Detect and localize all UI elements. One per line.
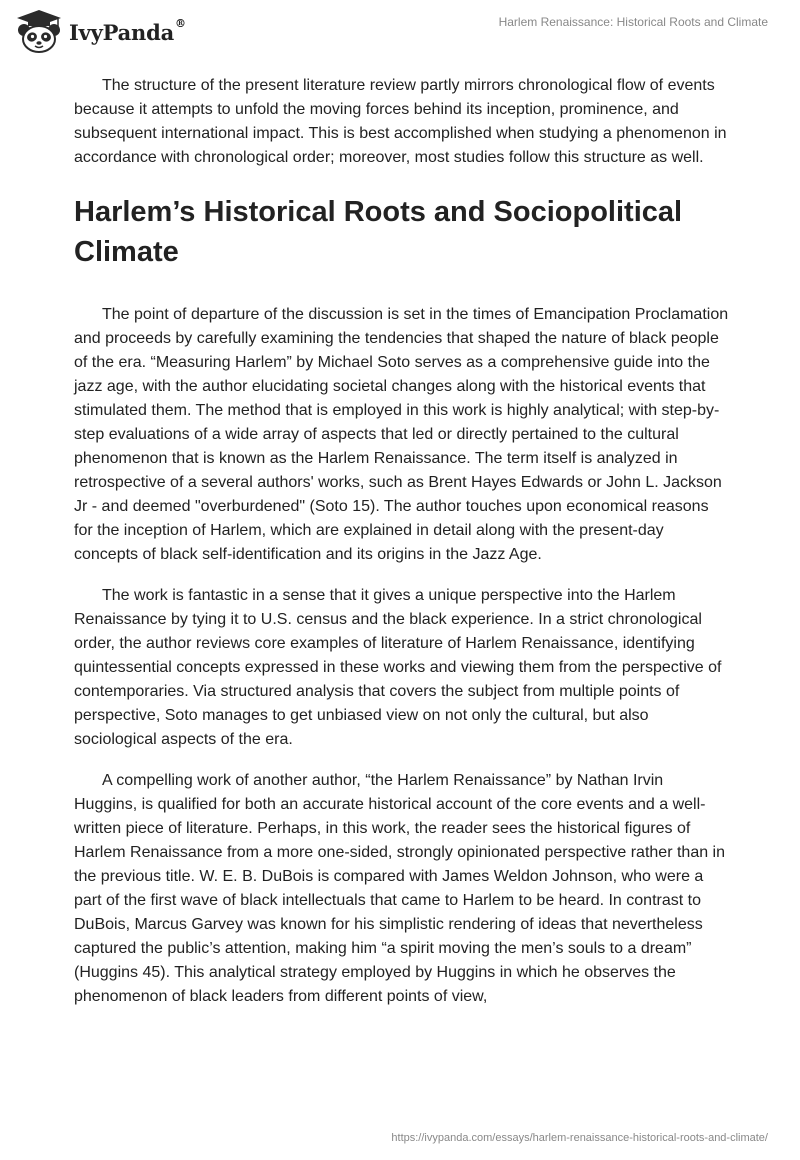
page-header xyxy=(0,0,800,60)
section-heading: Harlem’s Historical Roots and Sociopolitical Climate xyxy=(74,196,683,268)
source-url[interactable]: https://ivypanda.com/essays/harlem-renaissance-historical-roots-and-climate/ xyxy=(391,1132,768,1144)
body-paragraph-3: A compelling work of another author, “the Harlem Renaissance” by Nathan Irvin Huggins, is qualified for both an accurate historical account of the core events and a well-written piece of literature. Perhaps, in this work, the reader sees the historical figures of Harlem Renaissance from a more one-sided, strongly opinionated perspective rather than in the previous title. W. E. B. DuBois is compared with James Weldon Johnson, who were a part of the first wave of black intellectuals that came to Harlem to be heard. In contrast to DuBois, Marcus Garvey was known for his simplistic rendering of ideas that nevertheless captured the public’s attention, making him “a spirit moving the men’s souls to a dream” (Huggins 45). This analytical strategy employed by Huggins in which he observes the phenomenon of black leaders from different points of view, xyxy=(74,772,726,1005)
logo-wordmark xyxy=(69,16,186,45)
running-title: Harlem Renaissance: Historical Roots and Climate xyxy=(498,15,768,29)
panda-mascot-icon xyxy=(14,8,64,54)
ivypanda-logo[interactable] xyxy=(14,8,186,54)
registered-mark: ® xyxy=(175,16,186,30)
body-paragraph-2: The work is fantastic in a sense that it gives a unique perspective into the Harlem Renaissance by tying it to U.S. census and the black experience. In a strict chronological order, the author reviews core examples of literature of Harlem Renaissance, identifying quintessential concepts expressed in these works and viewing them from the perspective of contemporaries. Via structured analysis that covers the subject from multiple points of perspective, Soto manages to get unbiased view on not only the cultural, but also sociological aspects of the era. xyxy=(74,587,722,748)
essay-body xyxy=(74,74,730,1026)
body-paragraph-1: The point of departure of the discussion is set in the times of Emancipation Proclamation and proceeds by carefully examining the tendencies that shaped the nature of black people of the era. “Measuring Harlem” by Michael Soto serves as a comprehensive guide into the jazz age, with the author elucidating societal changes along with the historical events that stimulated them. The method that is employed in this work is highly analytical; with step-by-step evaluations of a wide array of aspects that led or directly pertained to the cultural phenomenon that is known as the Harlem Renaissance. The term itself is analyzed in retrospective of a several authors' works, such as Brent Hayes Edwards or John L. Jackson Jr - and deemed "overburdened" (Soto 15). The author touches upon economical reasons for the inception of Harlem, which are explained in detail along with the present-day concepts of black self-identification and its origins in the Jazz Age. xyxy=(74,306,729,563)
intro-paragraph: The structure of the present literature review partly mirrors chronological flow of events because it attempts to unfold the moving forces behind its inception, prominence, and subsequent international impact. This is best accomplished when studying a phenomenon in accordance with chronological order; moreover, most studies follow this structure as well. xyxy=(74,77,727,166)
logo-name: IvyPanda xyxy=(69,19,175,45)
